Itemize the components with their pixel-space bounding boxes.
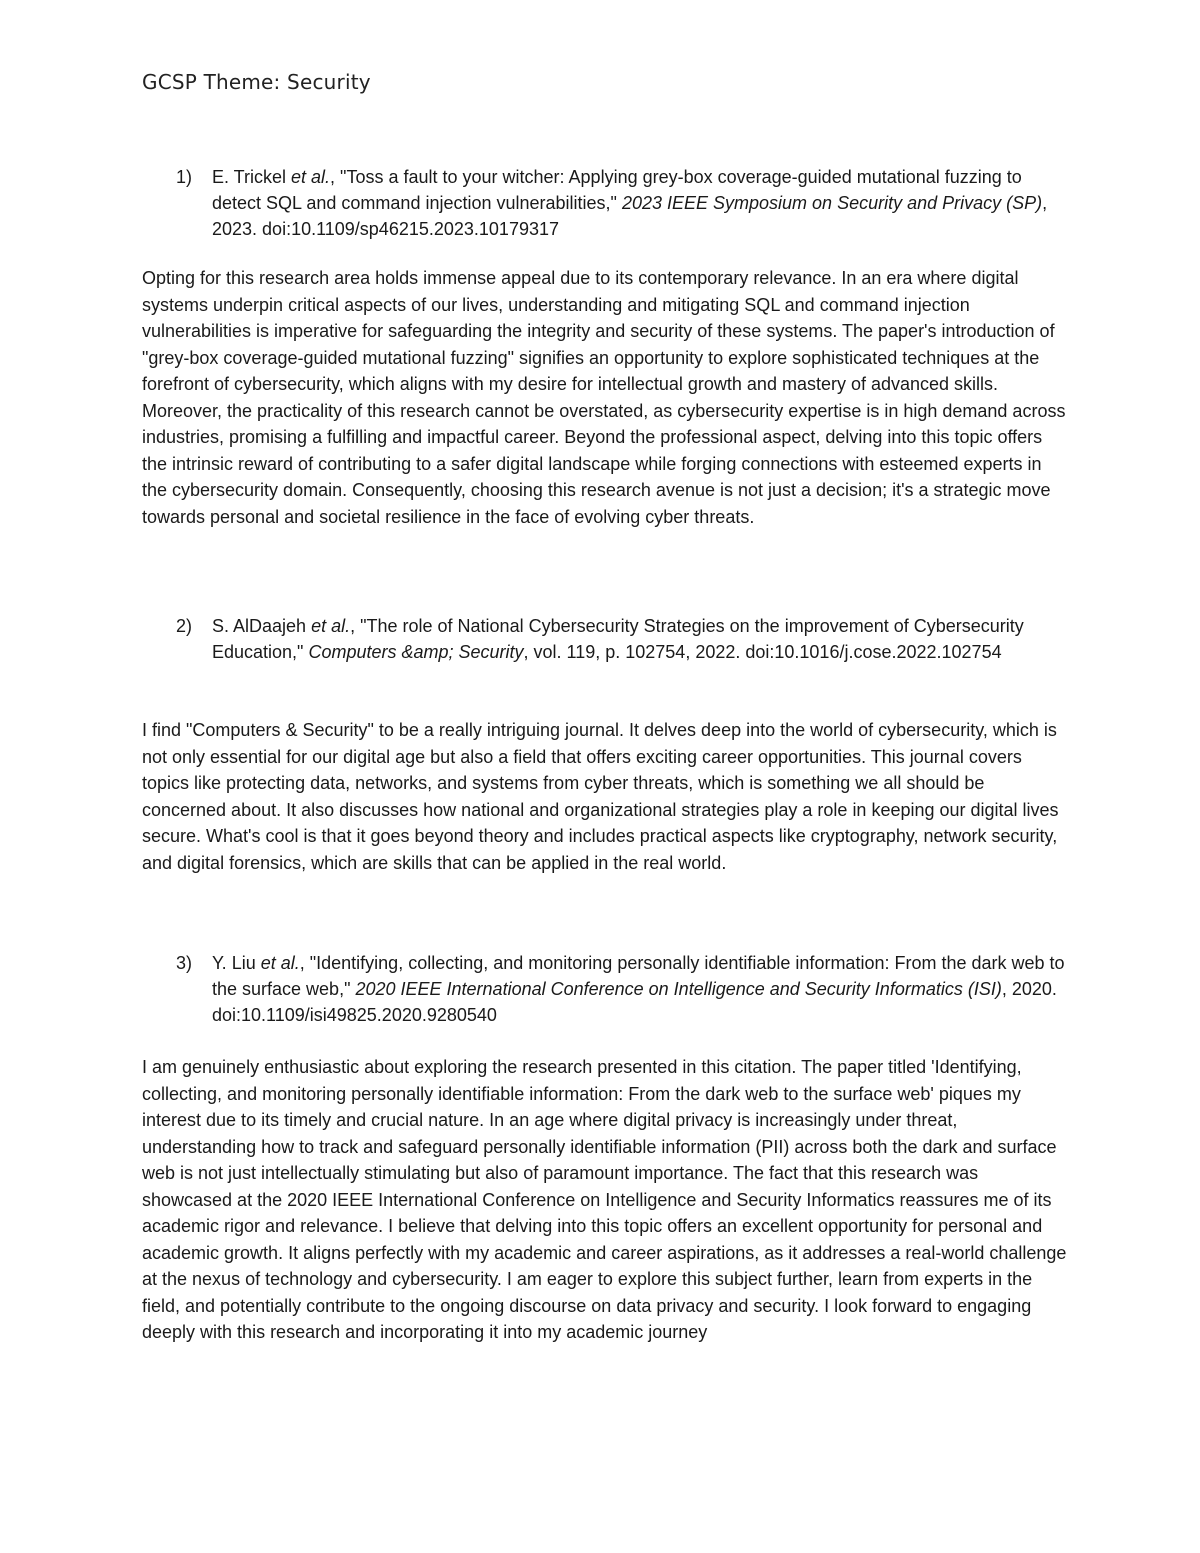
reference-entry-3	[176, 950, 1066, 1028]
reference-author: S. AlDaajeh	[212, 616, 312, 636]
reference-citation	[212, 950, 1066, 1028]
reference-etal: et al.	[311, 616, 351, 636]
document-title: GCSP Theme: Security	[142, 70, 371, 94]
reference-details: , 2020. doi:10.1109/isi49825.2020.9280540	[212, 979, 1057, 1025]
reference-number: 1)	[176, 167, 193, 187]
reference-entry-1	[176, 164, 1066, 242]
reference-author: E. Trickel	[212, 167, 292, 187]
commentary-paragraph-1: Opting for this research area holds immense appeal due to its contemporary relevance. In an era where digital systems underpin critical aspects of our lives, understanding and mitigating SQL and command injection vulnerabilities is imperative for safeguarding the integrity and security of these systems. The paper's introduction of "grey-box coverage-guided mutational fuzzing" signifies an opportunity to explore sophisticated techniques at the forefront of cybersecurity, which aligns with my desire for intellectual growth and mastery of advanced skills. Moreover, the practicality of this research cannot be overstated, as cybersecurity expertise is in high demand across industries, promising a fulfilling and impactful career. Beyond the professional aspect, delving into this topic offers the intrinsic reward of contributing to a safer digital landscape while forging connections with esteemed experts in the cybersecurity domain. Consequently, choosing this research avenue is not just a decision; it's a strategic move towards personal and societal resilience in the face of evolving cyber threats.	[142, 268, 1066, 527]
reference-venue: 2023 IEEE Symposium on Security and Privacy (SP)	[621, 193, 1043, 213]
reference-author: Y. Liu	[212, 953, 261, 973]
commentary-paragraph-3: I am genuinely enthusiastic about exploring the research presented in this citation. The paper titled 'Identifying, collecting, and monitoring personally identifiable information: From the dark web to the surface web' piques my interest due to its timely and crucial nature. In an age where digital privacy is increasingly under threat, understanding how to track and safeguard personally identifiable information (PII) across both the dark and surface web is not just intellectually stimulating but also of paramount importance. The fact that this research was showcased at the 2020 IEEE International Conference on Intelligence and Security Informatics reassures me of its academic rigor and relevance. I believe that delving into this topic offers an excellent opportunity for personal and academic growth. It aligns perfectly with my academic and career aspirations, as it addresses a real-world challenge at the nexus of technology and cybersecurity. I am eager to explore this subject further, learn from experts in the field, and potentially contribute to the ongoing discourse on data privacy and security. I look forward to engaging deeply with this research and incorporating it into my academic journey	[142, 1057, 1067, 1342]
reference-citation	[212, 613, 1066, 665]
reference-title: , "Identifying, collecting, and monitoring personally identifiable information: From the dark web to the surface web,"	[212, 953, 1065, 999]
reference-details: , 2023. doi:10.1109/sp46215.2023.10179317	[212, 193, 1048, 239]
reference-entry-2	[176, 613, 1066, 665]
reference-venue: Computers &amp; Security	[308, 642, 524, 662]
reference-title: , "The role of National Cybersecurity Strategies on the improvement of Cybersecurity Education,"	[212, 616, 1024, 662]
reference-venue: 2020 IEEE International Conference on Intelligence and Security Informatics (ISI)	[355, 979, 1002, 999]
reference-number: 2)	[176, 616, 193, 636]
reference-etal: et al.	[291, 167, 331, 187]
reference-number: 3)	[176, 953, 193, 973]
reference-title: , "Toss a fault to your witcher: Applying grey-box coverage-guided mutational fuzzing to detect SQL and command injection vulnerabilities,"	[212, 167, 1022, 213]
reference-details: , vol. 119, p. 102754, 2022. doi:10.1016/j.cose.2022.102754	[523, 642, 1002, 662]
reference-etal: et al.	[260, 953, 300, 973]
reference-citation	[212, 164, 1066, 242]
commentary-paragraph-2: I find "Computers & Security" to be a really intriguing journal. It delves deep into the world of cybersecurity, which is not only essential for our digital age but also a field that offers exciting career opportunities. This journal covers topics like protecting data, networks, and systems from cyber threats, which is something we all should be concerned about. It also discusses how national and organizational strategies play a role in keeping our digital lives secure. What's cool is that it goes beyond theory and includes practical aspects like cryptography, network security, and digital forensics, which are skills that can be applied in the real world.	[142, 720, 1059, 873]
